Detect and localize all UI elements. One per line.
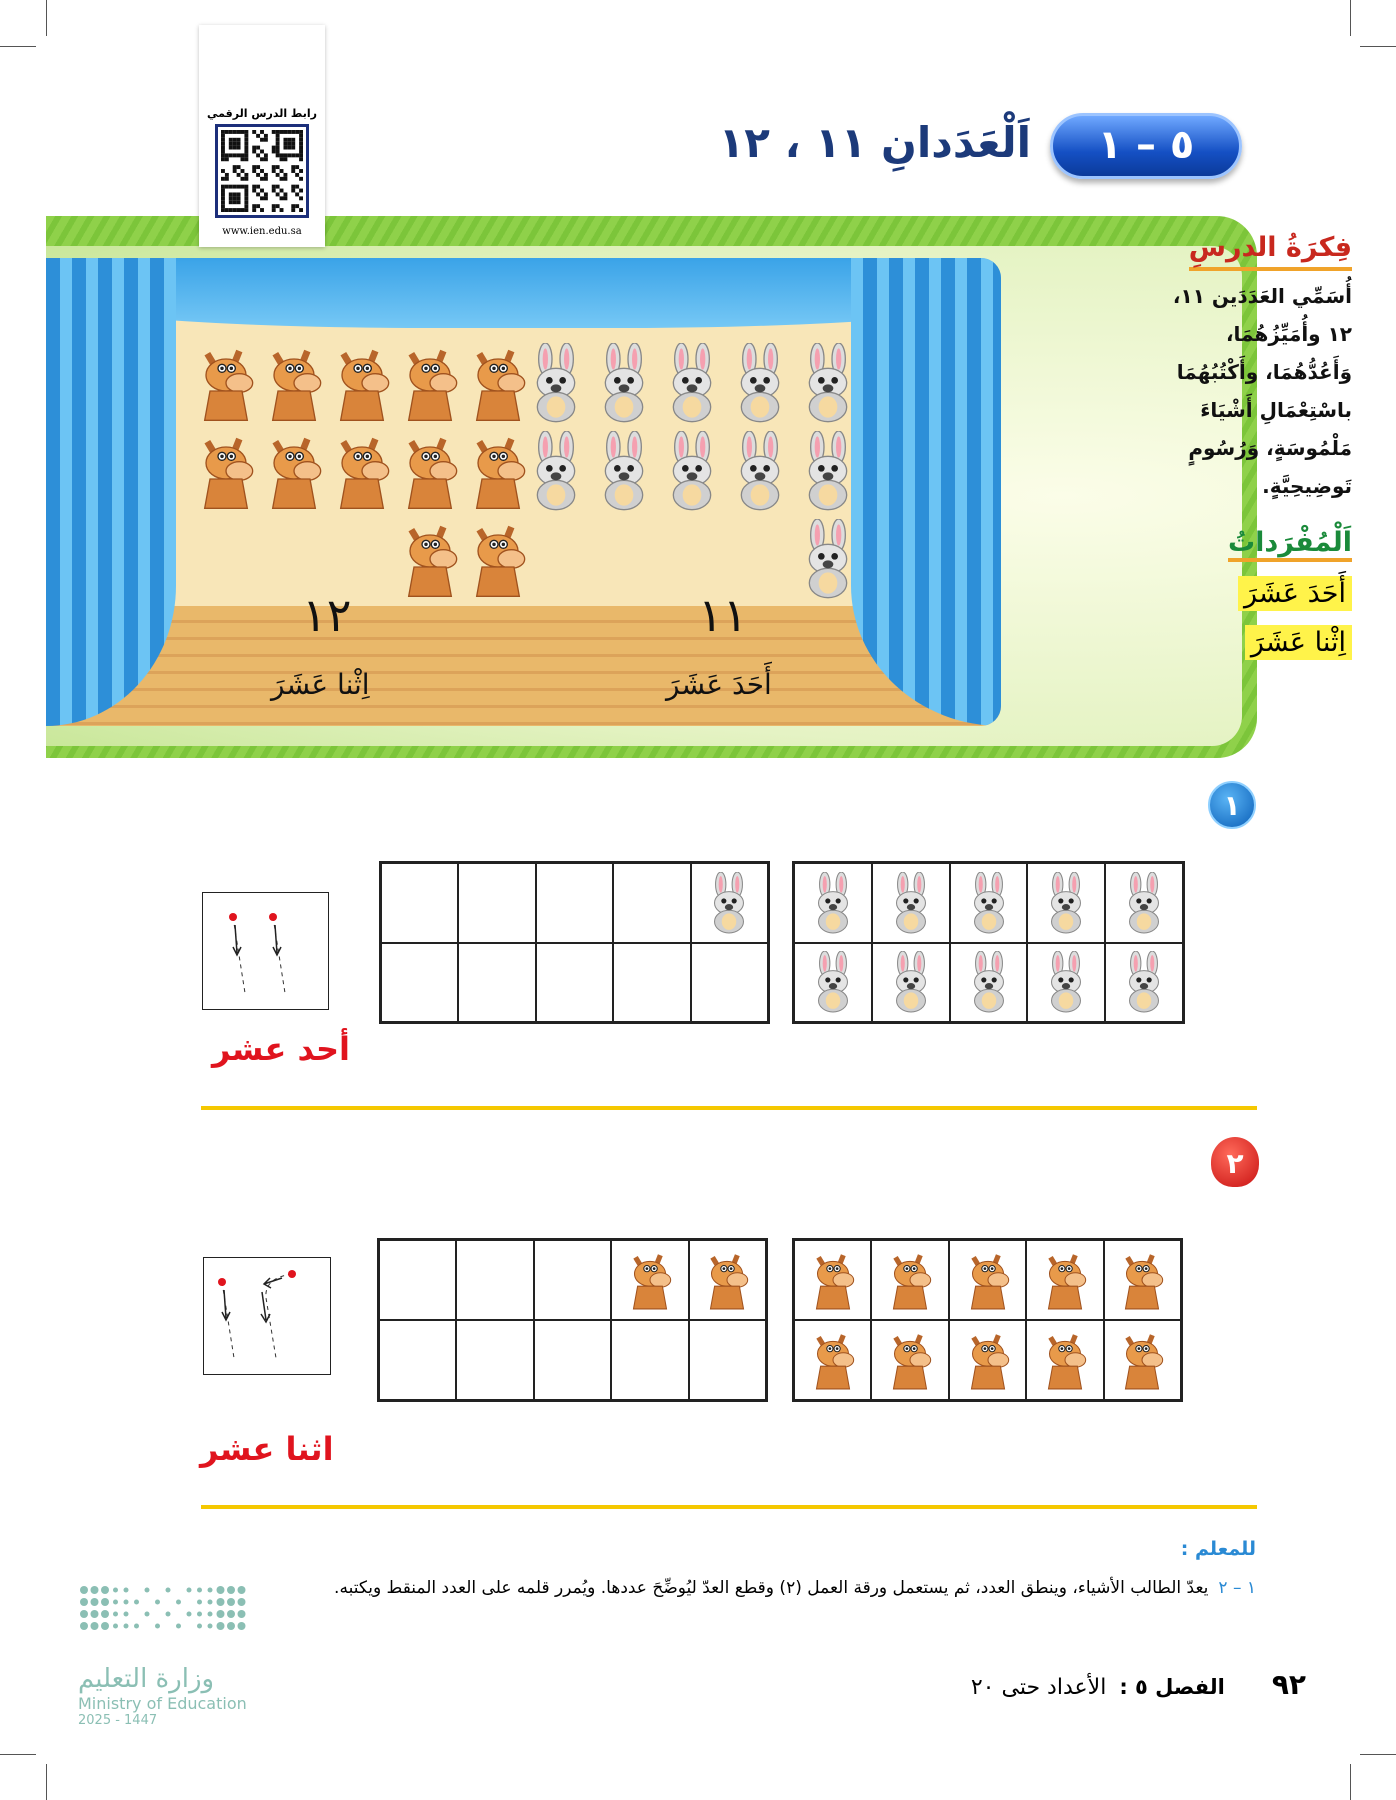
ten-frame-cell: [613, 863, 690, 943]
ten-frame-cell: [458, 943, 535, 1023]
dotted-number-icon: [204, 1258, 332, 1376]
crop-mark: [46, 0, 47, 36]
teacher-note-heading: للمعلم :: [1180, 1538, 1256, 1560]
rabbit-icon: [788, 343, 868, 423]
horse-icon: [458, 519, 538, 599]
ten-frame-cell: [950, 863, 1028, 943]
rabbit-icon: [802, 951, 864, 1013]
page-number: ٩٢: [1271, 1668, 1306, 1701]
rabbit-icon: [880, 951, 942, 1013]
vocab-item: اِثْنا عَشَرَ: [1245, 625, 1352, 660]
ten-frame-cell: [689, 1320, 766, 1400]
rabbit-icon: [880, 872, 942, 934]
lesson-number-badge: ٥ – ١: [1050, 113, 1242, 179]
horse-puppet: [458, 343, 538, 427]
horse-icon: [879, 1249, 941, 1311]
ten-frame-cell: [381, 943, 458, 1023]
ministry-arabic: وزارة التعليم: [78, 1664, 215, 1694]
divider: [201, 1106, 1257, 1110]
rabbit-icon: [958, 951, 1020, 1013]
ten-frame-cell: [1026, 1320, 1103, 1400]
stage-number-12: ١٢: [302, 588, 352, 642]
ten-frame-cell: [1104, 1320, 1181, 1400]
idea-text: أُسَمِّي العَدَدَين ١١، ١٢ وأُمَيِّزُهُمَا، وَأَعُدُّهُمَا، وأَكْتُبُهُمَا باسْتِعْمَالِ أَشْيَاءَ مَلْمُوسَةٍ، وَرُسُومٍ تَوضِيحِيَّةٍ.: [1172, 284, 1352, 498]
ten-frame-cell: [613, 943, 690, 1023]
exercise-1-badge: ١: [1208, 781, 1256, 829]
horse-puppet: [458, 431, 538, 515]
horse-icon: [879, 1329, 941, 1391]
ten-frame-cell: [871, 1320, 948, 1400]
ten-frame-cell: [794, 943, 872, 1023]
ten-frame-cell: [379, 1320, 456, 1400]
ten-frame-cell: [689, 1240, 766, 1320]
horse-icon: [458, 343, 538, 423]
ten-frame-full: [792, 861, 1185, 1024]
ten-frame-cell: [611, 1240, 688, 1320]
rabbit-icon: [1113, 951, 1175, 1013]
lesson-idea: [1167, 232, 1352, 660]
ten-frame-cell: [456, 1320, 533, 1400]
rabbit-puppet: [788, 343, 868, 427]
horse-icon: [1034, 1329, 1096, 1391]
ten-frame-cell: [536, 863, 613, 943]
ministry-logo: [78, 1584, 248, 1728]
ten-frame-full: [792, 1238, 1183, 1402]
ten-frame-cell: [1105, 863, 1183, 943]
qr-card[interactable]: [199, 25, 325, 247]
chapter-title: الأعداد حتى ٢٠: [970, 1675, 1107, 1700]
horse-icon: [802, 1329, 864, 1391]
horse-icon: [1111, 1329, 1173, 1391]
ten-frame-cell: [456, 1240, 533, 1320]
ten-frame-extra: [379, 861, 770, 1024]
rabbit-icon: [698, 872, 760, 934]
exercise-1-label: أحد عشر: [212, 1030, 350, 1068]
idea-heading: فِكرَةُ الدرسِ: [1189, 232, 1352, 271]
ten-frame-cell: [534, 1240, 611, 1320]
page-footer: [971, 1668, 1306, 1701]
qr-url[interactable]: www.ien.edu.sa: [222, 226, 302, 237]
dotted-number-icon: [203, 893, 330, 1011]
exercise-2-label: اثنا عشر: [200, 1430, 334, 1468]
ten-frame-cell: [611, 1320, 688, 1400]
note-text: يعدّ الطالب الأشياء، وينطق العدد، ثم يستعمل ورقة العمل (٢) وقطع العدّ ليُوضِّحَ عددها. ويُمرر قلمه على العدد المنقط ويكتبه.: [334, 1578, 1209, 1598]
ten-frame-cell: [1027, 943, 1105, 1023]
ten-frame-cell: [949, 1240, 1026, 1320]
rabbit-puppet: [788, 431, 868, 515]
stage-label-12: اِثْنا عَشَرَ: [271, 668, 370, 701]
ministry-dots-icon: [78, 1584, 248, 1640]
crop-mark: [1360, 46, 1396, 47]
ten-frame-cell: [1104, 1240, 1181, 1320]
exercise-2-badge: ٢: [1211, 1137, 1259, 1187]
qr-label: رابط الدرس الرقمي: [207, 107, 317, 120]
ten-frame-cell: [871, 1240, 948, 1320]
stage-number-11: ١١: [698, 588, 748, 642]
trace-box-12[interactable]: [203, 1257, 331, 1375]
rabbit-icon: [1035, 951, 1097, 1013]
rabbit-icon: [1035, 872, 1097, 934]
rabbit-icon: [788, 519, 868, 599]
crop-mark: [1360, 1754, 1396, 1755]
stage-label-11: أَحَدَ عَشَرَ: [666, 668, 772, 701]
horse-icon: [619, 1249, 681, 1311]
rabbit-icon: [958, 872, 1020, 934]
ten-frame-cell: [458, 863, 535, 943]
qr-code-icon[interactable]: [215, 124, 309, 218]
ten-frame-cell: [872, 863, 950, 943]
crop-mark: [1350, 0, 1351, 36]
stage-illustration: [46, 258, 1001, 726]
ten-frame-extra: [377, 1238, 768, 1402]
horse-puppet: [458, 519, 538, 603]
ten-frame-cell: [1105, 943, 1183, 1023]
ten-frame-cell: [381, 863, 458, 943]
ministry-english: Ministry of Education: [78, 1694, 247, 1713]
crop-mark: [1350, 1764, 1351, 1800]
rabbit-icon: [802, 872, 864, 934]
ten-frame-cell: [794, 863, 872, 943]
divider: [201, 1505, 1257, 1509]
rabbit-icon: [788, 431, 868, 511]
rabbit-icon: [1113, 872, 1175, 934]
ten-frame-cell: [691, 863, 768, 943]
horse-icon: [458, 431, 538, 511]
horse-icon: [802, 1249, 864, 1311]
horse-icon: [1034, 1249, 1096, 1311]
ten-frame-cell: [534, 1320, 611, 1400]
lesson-title: اَلْعَدَدانِ ١١ ، ١٢: [718, 118, 1031, 167]
rabbit-puppet: [788, 519, 868, 603]
ten-frame-cell: [379, 1240, 456, 1320]
trace-box-11[interactable]: [202, 892, 329, 1010]
ten-frame-cell: [1026, 1240, 1103, 1320]
ten-frame-cell: [950, 943, 1028, 1023]
crop-mark: [0, 1754, 36, 1755]
teacher-note: [334, 1578, 1256, 1598]
ten-frame-cell: [794, 1320, 871, 1400]
chapter-label: الفصل ٥ :: [1119, 1675, 1225, 1699]
note-number: ١ – ٢: [1218, 1578, 1256, 1598]
ten-frame-cell: [872, 943, 950, 1023]
horse-icon: [1111, 1249, 1173, 1311]
ten-frame-cell: [691, 943, 768, 1023]
vocab-item: أَحَدَ عَشَرَ: [1238, 576, 1352, 611]
horse-icon: [957, 1329, 1019, 1391]
crop-mark: [46, 1764, 47, 1800]
ten-frame-cell: [949, 1320, 1026, 1400]
crop-mark: [0, 46, 36, 47]
vocab-heading: اَلْمُفْرَداتُ: [1228, 527, 1352, 562]
ministry-year: 2025 - 1447: [78, 1713, 158, 1728]
horse-icon: [957, 1249, 1019, 1311]
ten-frame-cell: [1027, 863, 1105, 943]
horse-icon: [696, 1249, 758, 1311]
ten-frame-cell: [536, 943, 613, 1023]
ten-frame-cell: [794, 1240, 871, 1320]
